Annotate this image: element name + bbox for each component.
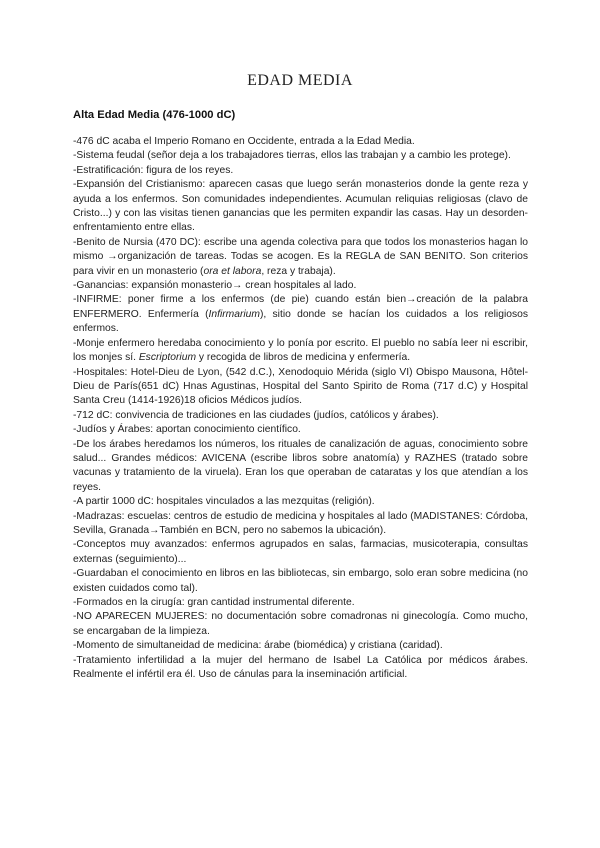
paragraph-surgery: -Formados en la cirugía: gran cantidad instrumental diferente. xyxy=(73,597,355,608)
paragraph-christianity-expansion: -Expansión del Cristianismo: aparecen casas que luego serán monasterios donde la gente reza y ayuda a los enfermos. Son comunidades independientes. Acumulan reliquias religiosas (clavo de Cristo...) y con las visitas tienen ganancias que les permiten expandir las casas. Hay un desorden-enfrentamiento entre ellas. xyxy=(73,179,528,234)
italic-term: Escriptorium xyxy=(138,352,197,364)
paragraph-simultaneity: -Momento de simultaneidad de medicina: árabe (biomédica) y cristiana (caridad). xyxy=(73,640,443,652)
page-title: EDAD MEDIA xyxy=(247,72,353,89)
text-segment: -Benito de Nursia (470 DC): escribe una agenda colectiva para que todos los monasterios hagan lo mismo →organización de tareas. Todas se acogen. Es la REGLA de SAN BENITO. Son criterios para vivir en un monasterio ( xyxy=(73,236,528,277)
paragraph-1000dc: -A partir 1000 dC: hospitales vinculados a las mezquitas (religión). xyxy=(73,496,375,508)
paragraph-advanced-concepts: -Conceptos muy avanzados: enfermos agrupados en salas, farmacias, musicoterapia, consultas externas (seguimiento)... xyxy=(73,539,528,565)
paragraph-benito-nursia xyxy=(73,236,528,279)
paragraph-feudal-system: -Sistema feudal (señor deja a los trabajadores tierras, ellos las trabajan y a cambio les protege). xyxy=(73,150,511,162)
italic-term: Infirmarium xyxy=(208,308,260,320)
paragraph-monk-nurse xyxy=(73,337,528,366)
paragraph-arab-heritage: -De los árabes heredamos los números, los rituales de canalización de aguas, conocimiento sobre salud... Grandes médicos: AVICENA (escribe libros sobre anatomía) y RAZHES (tratado sobre vacunas y tratamiento de la viruela). Eran los que operaban de cataratas y los que atendían a los reyes. xyxy=(73,438,528,493)
paragraph-712: -712 dC: convivencia de tradiciones en las ciudades (judíos, católicos y árabes). xyxy=(73,409,439,421)
paragraph-infertility: -Tratamiento infertilidad a la mujer del hermano de Isabel La Católica por médicos árabes. Realmente el infértil era él. Uso de cánulas para la inseminación artificial. xyxy=(73,654,528,681)
text-segment: y recogida de libros de medicina y enfermería. xyxy=(196,352,411,364)
body-text xyxy=(73,135,528,682)
paragraph-jews-arabs: -Judíos y Árabes: aportan conocimiento científico. xyxy=(73,424,301,436)
section-heading: Alta Edad Media (476-1000 dC) xyxy=(73,109,236,121)
paragraph-no-women: -NO APARECEN MUJERES: no documentación sobre comadronas ni ginecología. Como mucho, se encargaban de la limpieza. xyxy=(73,611,528,637)
paragraph-hospitals: -Hospitales: Hotel-Dieu de Lyon, (542 d.C.), Xenodoquio Mérida (siglo VI) Obispo Mausona, Hôtel-Dieu de París(651 dC) Hnas Agustinas, Hospital del Santo Spirito de Roma (717 d.C) y Hospital Santa Creu (1414-1926)18 oficios Médicos judíos. xyxy=(73,366,528,407)
italic-term: ora et labora xyxy=(203,265,262,277)
text-segment: -INFIRME: poner firme a los enfermos (de pie) cuando están bien→creación de la palabra ENFERMERO. Enfermería ( xyxy=(73,294,528,320)
paragraph-end-roman-empire: -476 dC acaba el Imperio Romano en Occidente, entrada a la Edad Media. xyxy=(73,136,415,147)
paragraph-earnings: -Ganancias: expansión monasterio→ crean hospitales al lado. xyxy=(73,280,357,292)
paragraph-libraries: -Guardaban el conocimiento en libros en las bibliotecas, sin embargo, solo eran sobre medicina (no existen cuidados como tal). xyxy=(73,568,528,594)
text-segment: -Monje enfermero heredaba conocimiento y lo ponía por escrito. El pueblo no sabía leer ni escribir, los monjes sí. xyxy=(73,337,528,364)
paragraph-infirme xyxy=(73,293,528,336)
text-segment: ), sitio donde se hacían los cuidados a los religiosos enfermos. xyxy=(73,308,528,335)
text-segment: , reza y trabaja). xyxy=(261,265,336,277)
paragraph-madrazas: -Madrazas: escuelas: centros de estudio de medicina y hospitales al lado (MADISTANES: Córdoba, Sevilla, Granada→También en BCN, pero no sabemos la ubicación). xyxy=(73,510,528,536)
paragraph-stratification: -Estratificación: figura de los reyes. xyxy=(73,164,234,176)
